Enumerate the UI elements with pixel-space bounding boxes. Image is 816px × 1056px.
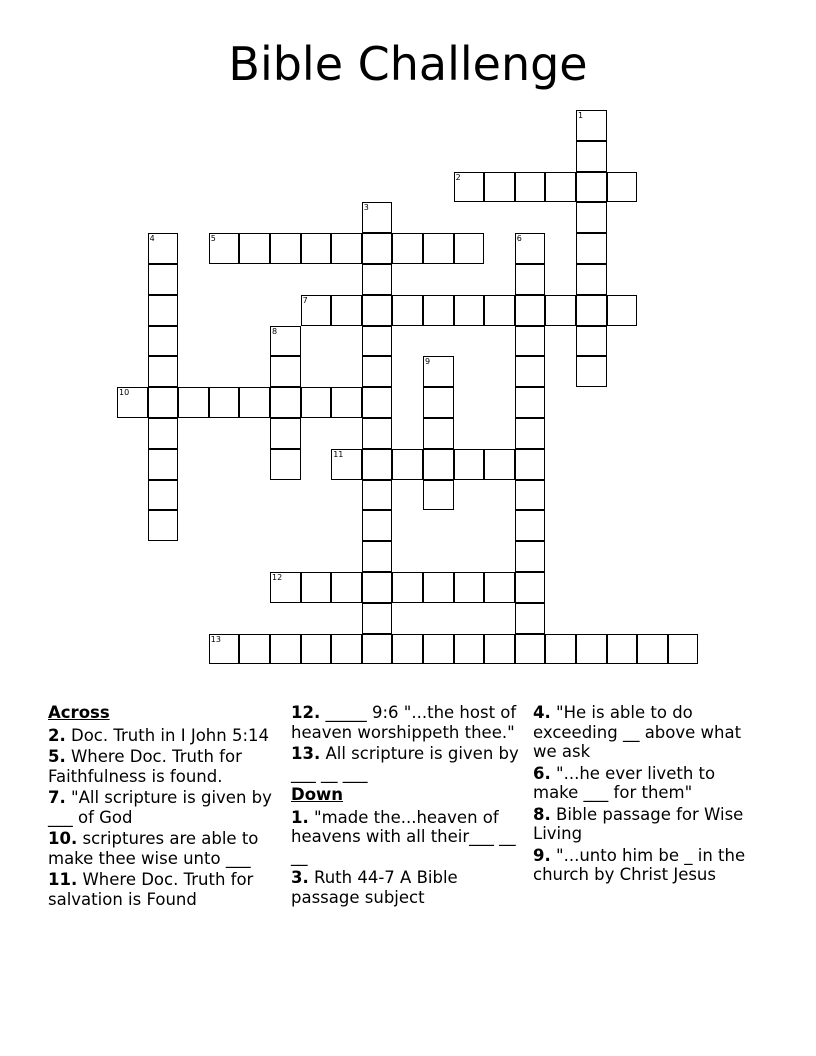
grid-cell[interactable] — [515, 603, 546, 634]
grid-cell[interactable] — [484, 449, 515, 480]
grid-cell[interactable] — [484, 172, 515, 203]
grid-cell[interactable] — [148, 480, 179, 511]
grid-cell[interactable] — [148, 233, 179, 264]
grid-cell[interactable] — [515, 387, 546, 418]
grid-cell[interactable] — [515, 233, 546, 264]
clue-down-4: 4. "He is able to do exceeding __ above what we ask — [533, 703, 742, 761]
grid-cell[interactable] — [239, 387, 270, 418]
grid-cell[interactable] — [270, 572, 301, 603]
grid-cell[interactable] — [576, 356, 607, 387]
grid-cell[interactable] — [668, 634, 699, 665]
grid-cell[interactable] — [362, 326, 393, 357]
cell-number: 1 — [578, 111, 584, 120]
grid-cell[interactable] — [423, 295, 454, 326]
clue-across-11: 11. Where Doc. Truth for salvation is Found — [48, 870, 254, 909]
clue-down-9: 9. "...unto him be _ in the church by Christ Jesus — [533, 845, 746, 884]
grid-cell[interactable] — [515, 449, 546, 480]
grid-cell[interactable] — [515, 480, 546, 511]
grid-cell[interactable] — [148, 326, 179, 357]
page-title: Bible Challenge — [228, 37, 588, 91]
cell-number: 4 — [149, 234, 155, 244]
clue-across-12: 12. _____ 9:6 "...the host of heaven worshippeth thee." — [291, 703, 517, 742]
clue-down-1: 1. "made the...heaven of heavens with all their___ __ __ — [291, 807, 516, 866]
grid-cell[interactable] — [331, 634, 362, 665]
cell-number: 2 — [455, 172, 461, 182]
grid-cell[interactable] — [270, 449, 301, 480]
grid-cell[interactable] — [362, 634, 393, 665]
grid-cell[interactable] — [454, 634, 485, 665]
grid-cell[interactable] — [515, 541, 546, 572]
grid-cell[interactable] — [423, 634, 454, 665]
grid-cell[interactable] — [362, 202, 393, 233]
grid-cell[interactable] — [576, 233, 607, 264]
across-heading: Across — [48, 703, 110, 722]
grid-cell[interactable] — [117, 387, 148, 418]
grid-cell[interactable] — [392, 572, 423, 603]
grid-cell[interactable] — [515, 572, 546, 603]
clue-across-7: 7. "All scripture is given by ___ of God — [48, 788, 272, 827]
grid-cell[interactable] — [454, 172, 485, 203]
grid-cell[interactable] — [362, 387, 393, 418]
grid-cell[interactable] — [148, 356, 179, 387]
grid-cell[interactable] — [362, 418, 393, 449]
grid-cell[interactable] — [362, 480, 393, 511]
grid-cell[interactable] — [515, 356, 546, 387]
grid-cell[interactable] — [515, 172, 546, 203]
grid-cell[interactable] — [484, 295, 515, 326]
grid-cell[interactable] — [607, 172, 638, 203]
grid-cell[interactable] — [362, 233, 393, 264]
grid-cell[interactable] — [576, 141, 607, 172]
clues-column-1 — [48, 703, 280, 911]
grid-cell[interactable] — [607, 634, 638, 665]
grid-cell[interactable] — [454, 295, 485, 326]
grid-cell[interactable] — [423, 572, 454, 603]
grid-cell[interactable] — [423, 449, 454, 480]
clue-down-6: 6. "...he ever liveth to make ___ for them" — [533, 763, 716, 802]
cell-number: 12 — [272, 573, 283, 582]
grid-cell[interactable] — [331, 295, 362, 326]
grid-cell[interactable] — [392, 449, 423, 480]
grid-cell[interactable] — [576, 295, 607, 326]
grid-cell[interactable] — [576, 264, 607, 295]
grid-cell[interactable] — [454, 233, 485, 264]
grid-cell[interactable] — [331, 449, 362, 480]
grid-cell[interactable] — [576, 172, 607, 203]
cell-number: 9 — [425, 357, 431, 367]
grid-cell[interactable] — [270, 634, 301, 665]
grid-cell[interactable] — [392, 295, 423, 326]
grid-cell[interactable] — [515, 634, 546, 665]
grid-cell[interactable] — [148, 449, 179, 480]
clue-down-3: 3. Ruth 44-7 A Bible passage subject — [291, 868, 458, 907]
grid-cell[interactable] — [209, 233, 240, 264]
clues-column-2 — [291, 703, 523, 909]
grid-cell[interactable] — [148, 387, 179, 418]
grid-cell[interactable] — [270, 418, 301, 449]
grid-cell[interactable] — [545, 172, 576, 203]
grid-cell[interactable] — [423, 480, 454, 511]
grid-cell[interactable] — [362, 510, 393, 541]
grid-cell[interactable] — [270, 356, 301, 387]
grid-cell[interactable] — [148, 418, 179, 449]
grid-cell[interactable] — [331, 387, 362, 418]
grid-cell[interactable] — [362, 449, 393, 480]
down-heading: Down — [291, 785, 344, 804]
clue-across-5: 5. Where Doc. Truth for Faithfulness is found. — [48, 747, 242, 786]
grid-cell[interactable] — [148, 264, 179, 295]
grid-cell[interactable] — [392, 233, 423, 264]
cell-number: 6 — [516, 234, 522, 244]
grid-cell[interactable] — [576, 110, 607, 141]
grid-cell[interactable] — [545, 295, 576, 326]
grid-cell[interactable] — [362, 356, 393, 387]
grid-cell[interactable] — [484, 572, 515, 603]
clue-down-8: 8. Bible passage for Wise Living — [533, 804, 744, 843]
grid-cell[interactable] — [515, 295, 546, 326]
grid-cell[interactable] — [515, 418, 546, 449]
grid-cell[interactable] — [301, 634, 332, 665]
grid-cell[interactable] — [423, 233, 454, 264]
grid-cell[interactable] — [576, 634, 607, 665]
grid-cell[interactable] — [270, 326, 301, 357]
grid-cell[interactable] — [301, 295, 332, 326]
grid-cell[interactable] — [423, 356, 454, 387]
clues-column-3 — [533, 703, 765, 887]
grid-cell[interactable] — [209, 387, 240, 418]
grid-cell[interactable] — [515, 326, 546, 357]
grid-cell[interactable] — [637, 634, 668, 665]
cell-number: 10 — [119, 388, 130, 398]
cell-number: 11 — [333, 449, 344, 459]
grid-cell[interactable] — [301, 572, 332, 603]
grid-cell[interactable] — [423, 387, 454, 418]
clue-across-10: 10. scriptures are able to make thee wise unto ___ — [48, 829, 259, 868]
cell-number: 8 — [272, 326, 278, 336]
clue-across-2: 2. Doc. Truth in I John 5:14 — [48, 725, 269, 745]
grid-cell[interactable] — [362, 603, 393, 634]
grid-cell[interactable] — [331, 572, 362, 603]
cell-number: 7 — [302, 295, 308, 305]
grid-cell[interactable] — [148, 295, 179, 326]
grid-cell[interactable] — [576, 202, 607, 233]
grid-cell[interactable] — [301, 233, 332, 264]
clue-across-13: 13. All scripture is given by ___ __ ___ — [291, 744, 519, 783]
grid-cell[interactable] — [270, 233, 301, 264]
grid-cell[interactable] — [484, 634, 515, 665]
grid-cell[interactable] — [301, 387, 332, 418]
grid-cell[interactable] — [362, 295, 393, 326]
grid-cell[interactable] — [576, 326, 607, 357]
grid-cell[interactable] — [392, 634, 423, 665]
grid-cell[interactable] — [178, 387, 209, 418]
grid-cell[interactable] — [362, 572, 393, 603]
grid-cell[interactable] — [545, 634, 576, 665]
grid-cell[interactable] — [270, 387, 301, 418]
cell-number: 3 — [363, 203, 369, 213]
grid-cell[interactable] — [331, 233, 362, 264]
grid-cell[interactable] — [239, 233, 270, 264]
grid-cell[interactable] — [607, 295, 638, 326]
grid-cell[interactable] — [515, 510, 546, 541]
grid-cell[interactable] — [362, 264, 393, 295]
grid-cell[interactable] — [454, 449, 485, 480]
grid-cell[interactable] — [423, 418, 454, 449]
grid-cell[interactable] — [209, 634, 240, 665]
grid-cell[interactable] — [362, 541, 393, 572]
grid-cell[interactable] — [148, 510, 179, 541]
grid-cell[interactable] — [454, 572, 485, 603]
grid-cell[interactable] — [515, 264, 546, 295]
cell-number: 5 — [210, 234, 216, 244]
grid-cell[interactable] — [239, 634, 270, 665]
cell-number: 13 — [210, 634, 221, 644]
